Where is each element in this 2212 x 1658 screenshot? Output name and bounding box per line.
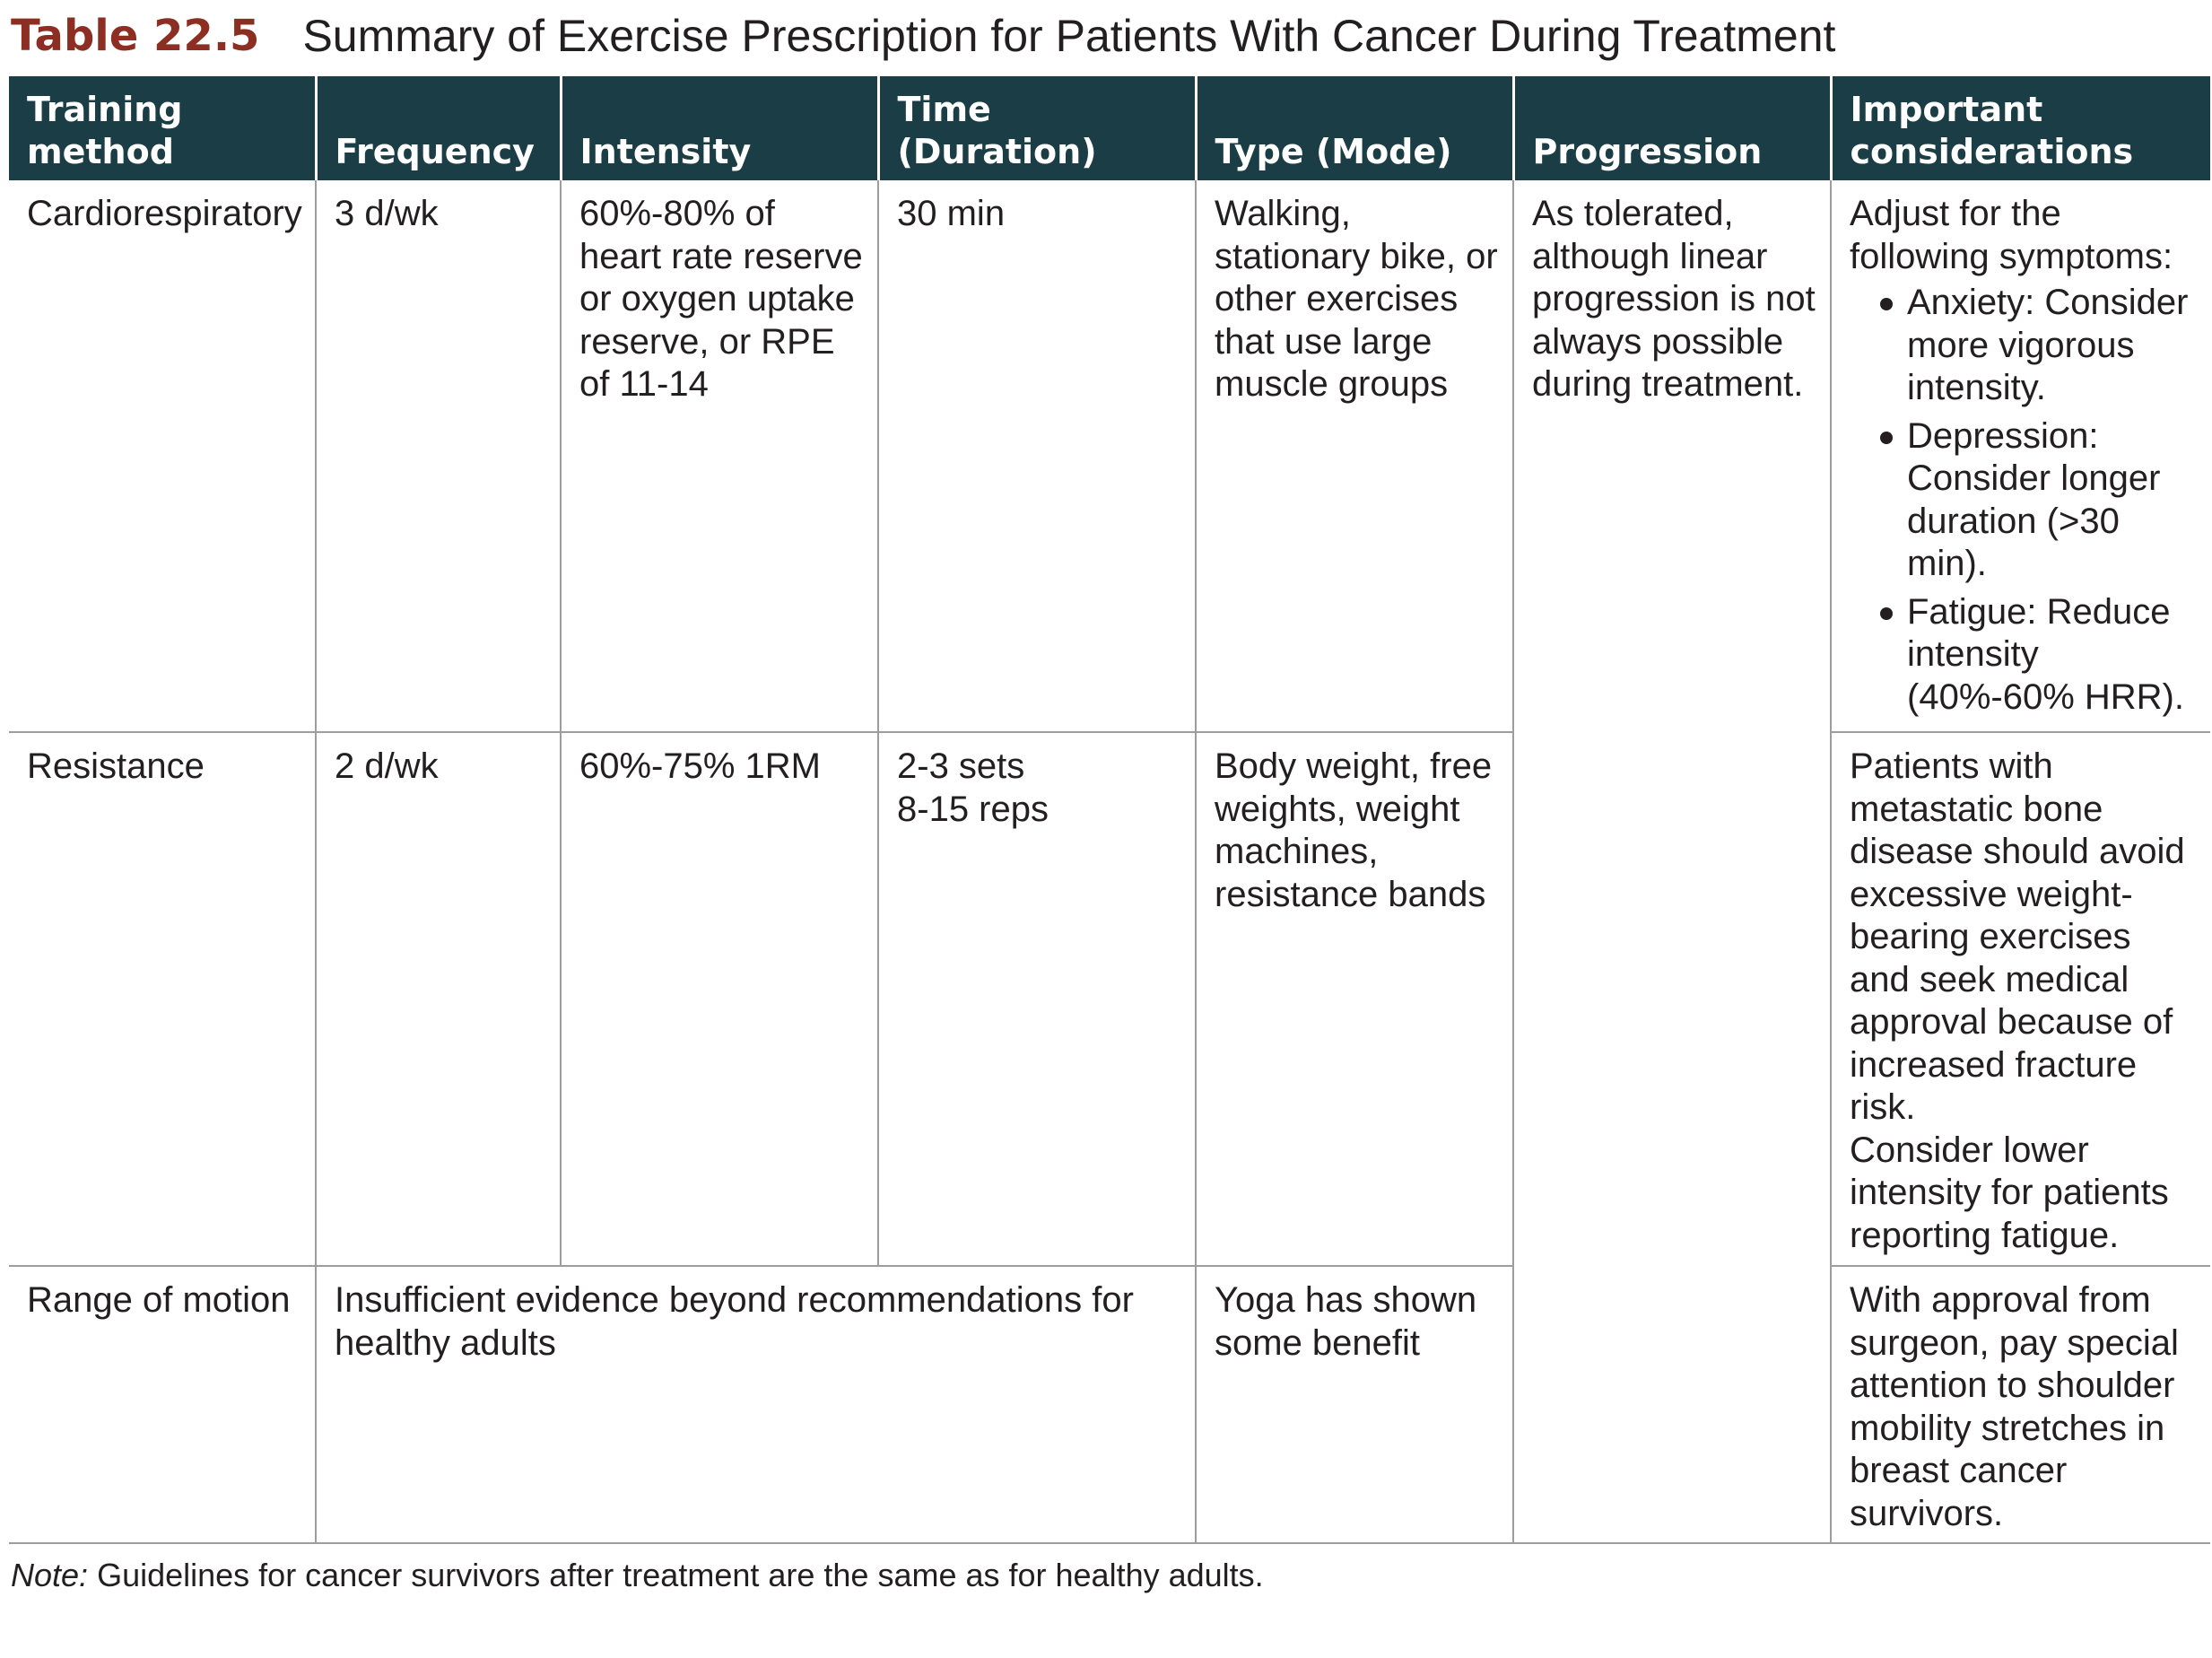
header-progression: Progression: [1513, 76, 1831, 180]
considerations-intro: Adjust for the following symptoms:: [1850, 194, 2173, 276]
considerations-bone-disease: Patients with metastatic bone disease should avoid excessive weight-bearing exercises and seek medical approval because of increased fracture risk.: [1850, 746, 2185, 1127]
cell-intensity: 60%-75% 1RM: [561, 732, 878, 1266]
time-reps: 8-15 reps: [897, 789, 1049, 829]
header-intensity: Intensity: [561, 76, 878, 180]
header-row: [9, 76, 2210, 180]
table-note: [11, 1557, 1264, 1594]
list-item: Fatigue: Reduce intensity (40%-60% HRR).: [1907, 591, 2199, 720]
table-caption: [11, 0, 1835, 72]
list-item: Depression: Consider longer duration (>30 min).: [1907, 415, 2199, 586]
header-time: Time (Duration): [878, 76, 1196, 180]
table-row-resistance: [9, 732, 2210, 1266]
note-label: Note:: [11, 1557, 89, 1593]
table-row-cardiorespiratory: [9, 180, 2210, 732]
cell-frequency: 2 d/wk: [316, 732, 561, 1266]
cell-considerations: With approval from surgeon, pay special attention to shoulder mobility stretches in breast cancer survivors.: [1831, 1266, 2210, 1543]
note-text: Guidelines for cancer survivors after treatment are the same as for healthy adults.: [97, 1557, 1264, 1593]
cell-time: 30 min: [878, 180, 1196, 732]
considerations-fatigue: Consider lower intensity for patients reporting fatigue.: [1850, 1130, 2169, 1255]
cell-considerations: [1831, 732, 2210, 1266]
table-row-range-of-motion: [9, 1266, 2210, 1543]
cell-progression: As tolerated, although linear progression is not always possible during treatment.: [1513, 180, 1831, 1543]
cell-intensity: 60%-80% of heart rate reserve or oxygen uptake reserve, or RPE of 11-14: [561, 180, 878, 732]
cell-type: Yoga has shown some benefit: [1196, 1266, 1513, 1543]
cell-type: Walking, stationary bike, or other exercises that use large muscle groups: [1196, 180, 1513, 732]
cell-frequency: 3 d/wk: [316, 180, 561, 732]
header-training-method: Training method: [9, 76, 316, 180]
cell-time: [878, 732, 1196, 1266]
cell-method: Resistance: [9, 732, 316, 1266]
cell-type: Body weight, free weights, weight machines, resistance bands: [1196, 732, 1513, 1266]
cell-method: Range of motion: [9, 1266, 316, 1543]
header-type: Type (Mode): [1196, 76, 1513, 180]
symptom-list: [1850, 282, 2199, 719]
table-title: Summary of Exercise Prescription for Patients With Cancer During Treatment: [302, 11, 1836, 61]
list-item: Anxiety: Consider more vigorous intensity.: [1907, 282, 2199, 410]
table-number: Table 22.5: [11, 11, 260, 61]
time-sets: 2-3 sets: [897, 746, 1025, 786]
header-considerations: Important considerations: [1831, 76, 2210, 180]
cell-merged-evidence: Insufficient evidence beyond recommendations for healthy adults: [316, 1266, 1196, 1543]
cell-method: Cardiorespiratory: [9, 180, 316, 732]
cell-considerations: [1831, 180, 2210, 732]
header-frequency: Frequency: [316, 76, 561, 180]
exercise-prescription-table: [9, 76, 2210, 1544]
